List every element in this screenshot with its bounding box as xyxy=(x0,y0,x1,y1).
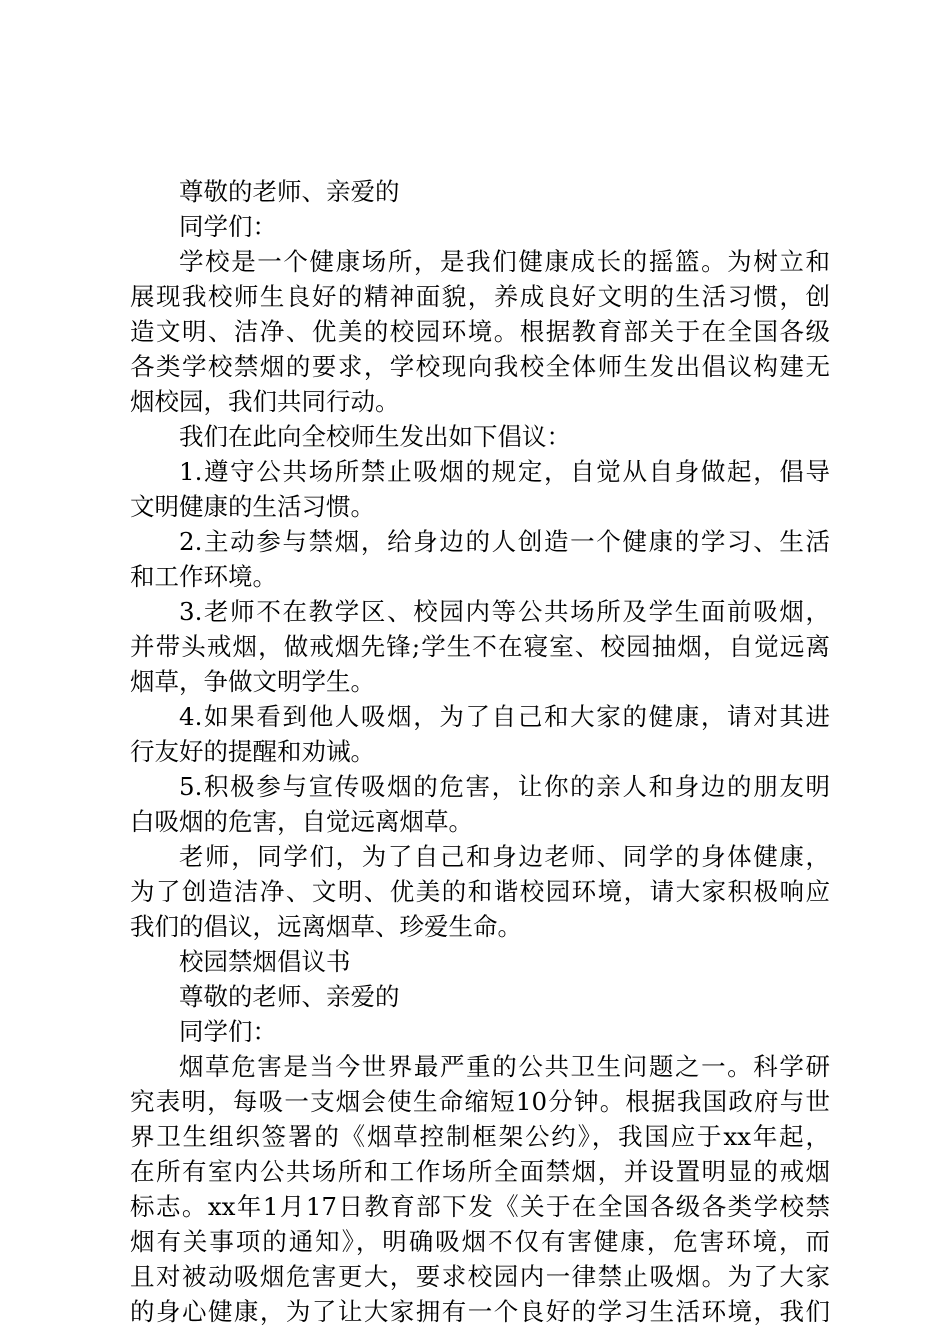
paragraph-line: 究表明，每吸一支烟会使生命缩短10分钟。根据我国政府与世 xyxy=(130,1087,830,1116)
paragraph-line: 烟有关事项的通知》，明确吸烟不仅有害健康，危害环境，而 xyxy=(130,1227,830,1256)
paragraph-line: 为了创造洁净、文明、优美的和谐校园环境，请大家积极响应 xyxy=(130,877,830,906)
list-item-line: 3.老师不在教学区、校园内等公共场所及学生面前吸烟， xyxy=(179,597,830,626)
paragraph-line: 展现我校师生良好的精神面貌，养成良好文明的生活习惯，创 xyxy=(130,282,830,311)
list-item-line: 行友好的提醒和劝诫。 xyxy=(130,737,375,766)
list-item-line: 文明健康的生活习惯。 xyxy=(130,492,375,521)
salutation-line: 同学们： xyxy=(179,212,277,241)
paragraph-line: 且对被动吸烟危害更大，要求校园内一律禁止吸烟。为了大家 xyxy=(130,1262,830,1291)
list-item-line: 5.积极参与宣传吸烟的危害，让你的亲人和身边的朋友明 xyxy=(179,772,830,801)
paragraph-line: 烟校园，我们共同行动。 xyxy=(130,387,400,416)
list-item-line: 烟草，争做文明学生。 xyxy=(130,667,375,696)
list-item-line: 和工作环境。 xyxy=(130,562,277,591)
paragraph-line: 我们的倡议，远离烟草、珍爱生命。 xyxy=(130,912,522,941)
section-title: 校园禁烟倡议书 xyxy=(179,947,351,976)
paragraph-line: 的身心健康，为了让大家拥有一个良好的学习生活环境，我们 xyxy=(130,1297,830,1326)
paragraph-line: 界卫生组织签署的《烟草控制框架公约》，我国应于xx年起， xyxy=(130,1122,830,1151)
list-item-line: 并带头戒烟，做戒烟先锋;学生不在寝室、校园抽烟，自觉远离 xyxy=(130,632,830,661)
paragraph-line: 标志。xx年1月17日教育部下发《关于在全国各级各类学校禁 xyxy=(130,1192,830,1221)
paragraph-line: 老师，同学们，为了自己和身边老师、同学的身体健康， xyxy=(179,842,830,871)
list-item-line: 1.遵守公共场所禁止吸烟的规定，自觉从自身做起，倡导 xyxy=(179,457,830,486)
salutation-line: 尊敬的老师、亲爱的 xyxy=(179,982,400,1011)
list-item-line: 4.如果看到他人吸烟，为了自己和大家的健康，请对其进 xyxy=(179,702,830,731)
paragraph-line: 学校是一个健康场所，是我们健康成长的摇篮。为树立和 xyxy=(179,247,830,276)
paragraph-line: 造文明、洁净、优美的校园环境。根据教育部关于在全国各级 xyxy=(130,317,830,346)
paragraph-line: 烟草危害是当今世界最严重的公共卫生问题之一。科学研 xyxy=(179,1052,830,1081)
list-item-line: 白吸烟的危害，自觉远离烟草。 xyxy=(130,807,473,836)
paragraph-line: 各类学校禁烟的要求，学校现向我校全体师生发出倡议构建无 xyxy=(130,352,830,381)
salutation-line: 尊敬的老师、亲爱的 xyxy=(179,177,400,206)
salutation-line: 同学们： xyxy=(179,1017,277,1046)
document-page xyxy=(130,174,830,1329)
paragraph-line: 在所有室内公共场所和工作场所全面禁烟，并设置明显的戒烟 xyxy=(130,1157,830,1186)
paragraph-line: 我们在此向全校师生发出如下倡议： xyxy=(179,422,571,451)
list-item-line: 2.主动参与禁烟，给身边的人创造一个健康的学习、生活 xyxy=(179,527,830,556)
